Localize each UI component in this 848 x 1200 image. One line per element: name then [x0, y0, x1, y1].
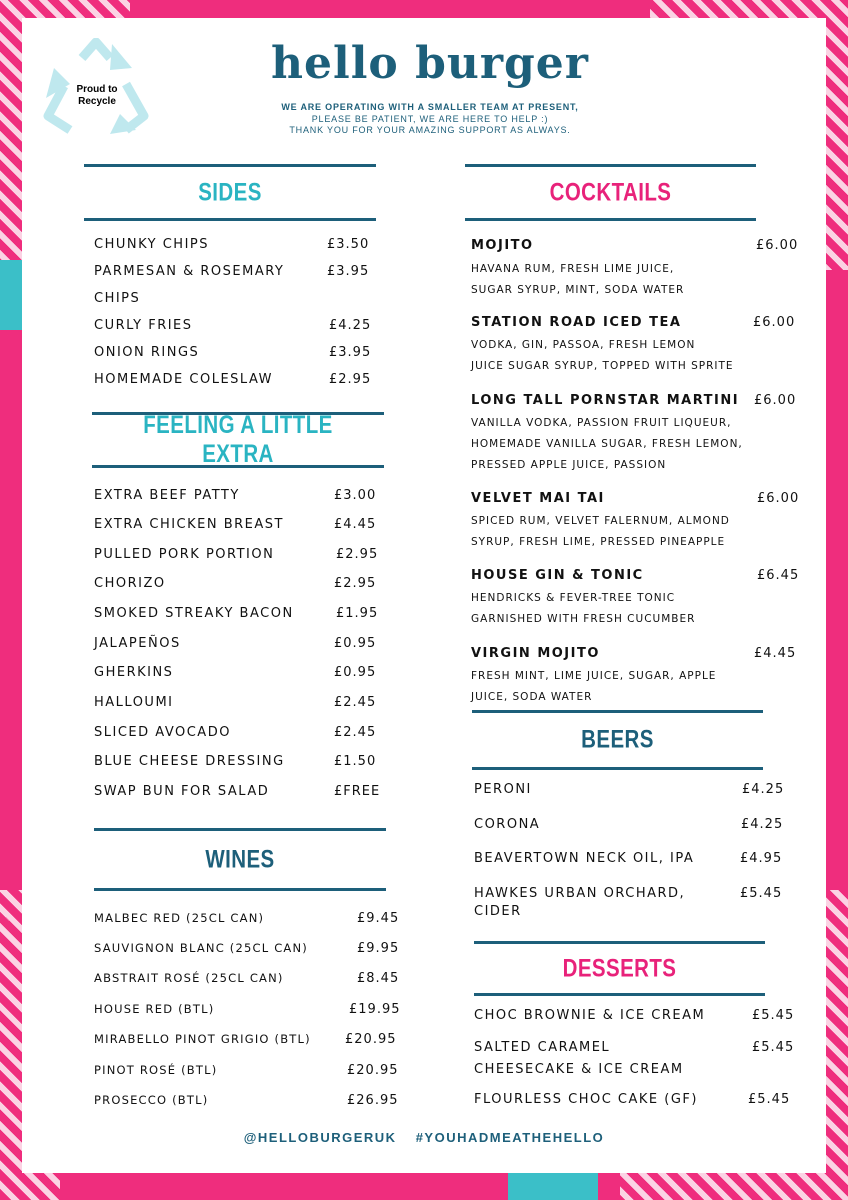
social-handle: @HELLOBURGERUK	[243, 1130, 397, 1145]
item-price: £4.45	[334, 517, 377, 532]
decor-blob	[508, 1172, 598, 1200]
list-item: PINOT ROSÉ (BTL)	[94, 1063, 218, 1077]
list-item: PROSECCO (BTL)	[94, 1093, 209, 1107]
item-price: £5.45	[740, 886, 783, 901]
list-item: FLOURLESS CHOC CAKE (GF)	[474, 1092, 698, 1107]
cocktail-name: LONG TALL PORNSTAR MARTINI	[471, 393, 740, 408]
item-price: £0.95	[334, 636, 377, 651]
item-price: £4.25	[741, 817, 784, 832]
list-item-cont: CHIPS	[94, 291, 141, 306]
section-header-wines	[94, 828, 386, 891]
section-title: FEELING A LITTLE EXTRA	[143, 411, 333, 468]
social-hashtag: #YOUHADMEATHEHELLO	[415, 1130, 605, 1145]
item-price: £3.50	[327, 237, 370, 252]
cocktail-desc: VODKA, GIN, PASSOA, FRESH LEMON JUICE SUGAR SYRUP, TOPPED WITH SPRITE	[471, 339, 734, 372]
recycle-badge-text: Proud to Recycle	[76, 84, 118, 107]
section-title: SIDES	[198, 178, 262, 206]
item-price: £2.45	[334, 695, 377, 710]
item-price: £4.25	[742, 782, 785, 797]
item-price: £FREE	[334, 784, 381, 799]
section-header-cocktails	[465, 164, 756, 221]
item-price: £5.45	[752, 1008, 795, 1023]
item-price: £9.45	[357, 911, 400, 926]
item-price: £5.45	[752, 1040, 795, 1055]
list-item: BLUE CHEESE DRESSING	[94, 754, 285, 769]
list-item: JALAPEÑOS	[94, 636, 181, 651]
list-item: SALTED CARAMEL	[474, 1040, 611, 1055]
item-price: £8.45	[357, 971, 400, 986]
list-item: CHUNKY CHIPS	[94, 237, 210, 252]
section-title: COCKTAILS	[549, 178, 672, 206]
item-price: £4.95	[740, 851, 783, 866]
cocktail-name: VIRGIN MOJITO	[471, 646, 600, 661]
notice-line: PLEASE BE PATIENT, WE ARE HERE TO HELP :)	[311, 113, 549, 124]
notice-line: WE ARE OPERATING WITH A SMALLER TEAM AT PRESENT,	[281, 102, 579, 112]
item-price: £6.45	[757, 568, 800, 583]
item-price: £2.95	[334, 576, 377, 591]
section-header-desserts	[474, 941, 765, 996]
cocktail-name: STATION ROAD ICED TEA	[471, 315, 682, 330]
cocktail-name: MOJITO	[471, 238, 534, 253]
item-price: £6.00	[756, 238, 799, 253]
list-item: CHOC BROWNIE & ICE CREAM	[474, 1008, 706, 1023]
cocktail-name: VELVET MAI TAI	[471, 491, 605, 506]
list-item: CURLY FRIES	[94, 318, 193, 333]
section-header-sides	[84, 164, 376, 221]
section-header-extras	[92, 412, 384, 468]
item-price: £2.95	[329, 372, 372, 387]
list-item: SLICED AVOCADO	[94, 725, 231, 740]
item-price: £20.95	[347, 1063, 399, 1078]
list-item: MIRABELLO PINOT GRIGIO (BTL)	[94, 1032, 311, 1046]
item-price: £1.95	[336, 606, 379, 621]
notice-text	[230, 102, 630, 137]
cocktail-desc: HAVANA RUM, FRESH LIME JUICE, SUGAR SYRUP, MINT, SODA WATER	[471, 263, 685, 296]
list-item: HAWKES URBAN ORCHARD,	[474, 886, 686, 901]
item-price: £3.95	[329, 345, 372, 360]
item-price: £9.95	[357, 941, 400, 956]
item-price: £6.00	[753, 315, 796, 330]
list-item: HALLOUMI	[94, 695, 174, 710]
list-item: ONION RINGS	[94, 345, 200, 360]
item-price: £4.45	[754, 646, 797, 661]
item-price: £2.95	[336, 547, 379, 562]
list-item-cont: CIDER	[474, 904, 522, 919]
section-title: WINES	[205, 845, 275, 873]
list-item: PULLED PORK PORTION	[94, 547, 275, 562]
list-item: SMOKED STREAKY BACON	[94, 606, 294, 621]
cocktail-desc: FRESH MINT, LIME JUICE, SUGAR, APPLE JUICE, SODA WATER	[471, 670, 717, 703]
item-price: £2.45	[334, 725, 377, 740]
item-price: £3.00	[334, 488, 377, 503]
section-title: BEERS	[581, 725, 654, 754]
item-price: £4.25	[329, 318, 372, 333]
list-item: PARMESAN & ROSEMARY	[94, 264, 285, 279]
list-item: GHERKINS	[94, 665, 174, 680]
cocktail-desc: SPICED RUM, VELVET FALERNUM, ALMOND SYRUP, FRESH LIME, PRESSED PINEAPPLE	[471, 515, 730, 548]
list-item: SWAP BUN FOR SALAD	[94, 784, 270, 799]
item-price: £19.95	[349, 1002, 401, 1017]
list-item: EXTRA BEEF PATTY	[94, 488, 240, 503]
list-item: ABSTRAIT ROSÉ (25CL CAN)	[94, 971, 284, 985]
item-price: £5.45	[748, 1092, 791, 1107]
list-item: HOMEMADE COLESLAW	[94, 372, 273, 387]
list-item: PERONI	[474, 782, 532, 797]
list-item: EXTRA CHICKEN BREAST	[94, 517, 284, 532]
item-price: £26.95	[347, 1093, 399, 1108]
list-item: SAUVIGNON BLANC (25CL CAN)	[94, 941, 308, 955]
list-item-cont: CHEESECAKE & ICE CREAM	[474, 1062, 684, 1077]
item-price: £20.95	[345, 1032, 397, 1047]
section-title: DESSERTS	[562, 954, 677, 982]
list-item: MALBEC RED (25CL CAN)	[94, 911, 265, 925]
item-price: £3.95	[327, 264, 370, 279]
list-item: BEAVERTOWN NECK OIL, IPA	[474, 851, 695, 866]
cocktail-desc: HENDRICKS & FEVER-TREE TONIC GARNISHED WITH FRESH CUCUMBER	[471, 592, 696, 625]
list-item: CORONA	[474, 817, 541, 832]
brand-title: hello burger	[271, 38, 589, 89]
footer-social	[0, 1130, 848, 1145]
item-price: £6.00	[757, 491, 800, 506]
item-price: £0.95	[334, 665, 377, 680]
notice-line: THANK YOU FOR YOUR AMAZING SUPPORT AS ALWAYS.	[289, 125, 571, 135]
item-price: £6.00	[754, 393, 797, 408]
section-header-beers	[472, 710, 763, 770]
cocktail-desc: VANILLA VODKA, PASSION FRUIT LIQUEUR, HOMEMADE VANILLA SUGAR, FRESH LEMON, PRESSED APPLE JUICE, PASSION	[471, 417, 743, 471]
list-item: HOUSE RED (BTL)	[94, 1002, 215, 1016]
list-item: CHORIZO	[94, 576, 166, 591]
cocktail-name: HOUSE GIN & TONIC	[471, 568, 644, 583]
item-price: £1.50	[334, 754, 377, 769]
